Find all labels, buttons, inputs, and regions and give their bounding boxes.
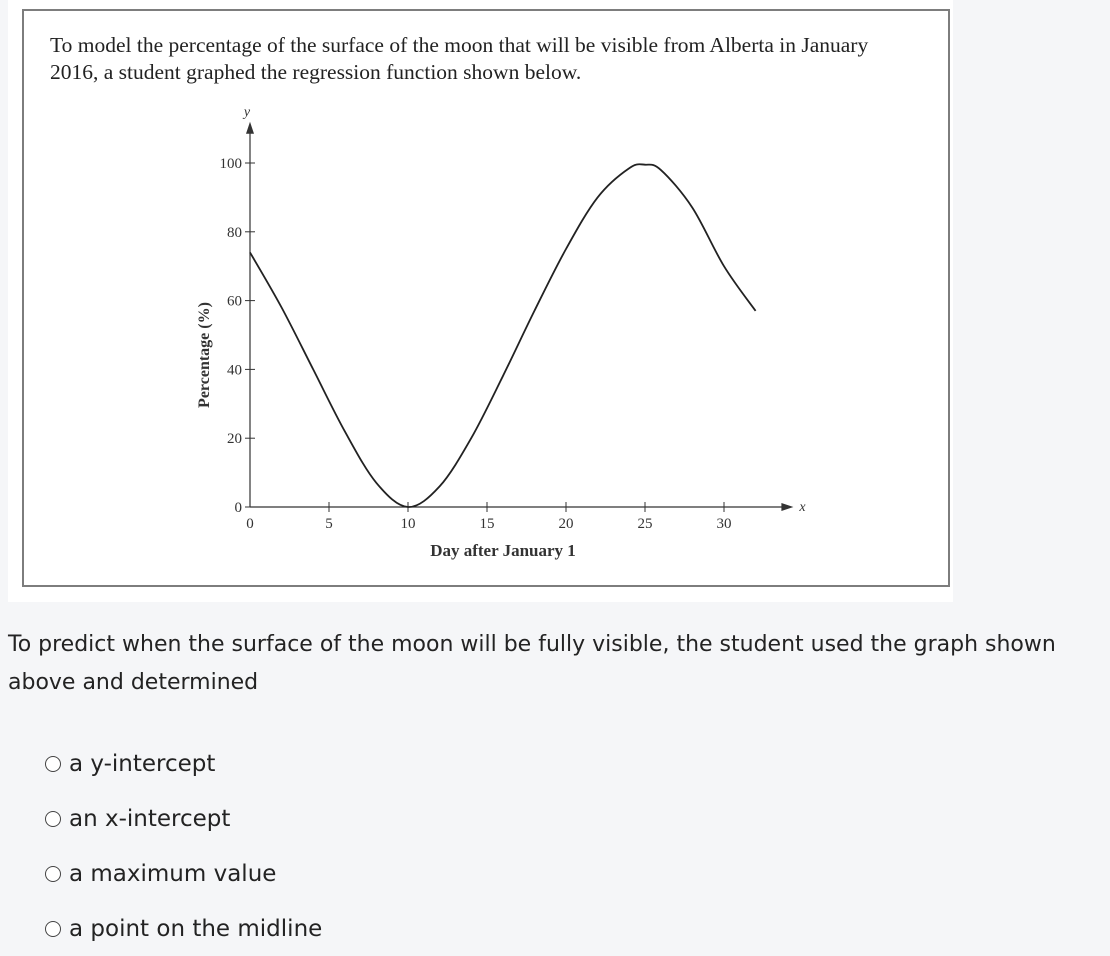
radio-button[interactable] [45, 866, 61, 882]
option-label: a point on the midline [69, 915, 323, 942]
radio-button[interactable] [45, 921, 61, 937]
x-tick-label: 30 [716, 516, 732, 532]
x-tick-label: 15 [479, 516, 495, 532]
figure-panel [8, 0, 953, 602]
option-label: an x-intercept [69, 805, 231, 832]
y-axis-arrow [246, 122, 254, 134]
y-tick-label: 80 [227, 224, 242, 241]
radio-button[interactable] [45, 811, 61, 827]
y-tick-label: 60 [227, 293, 242, 310]
y-axis-name: y [243, 104, 251, 120]
y-tick-label: 40 [227, 362, 242, 379]
series-line [250, 164, 756, 507]
option-label: a maximum value [69, 860, 277, 887]
option-x-intercept[interactable] [45, 791, 322, 846]
figure-caption: To model the percentage of the surface of the moon that will be visible from Alberta in January 2016, a student graphed the regression function shown below. [50, 33, 869, 84]
regression-chart [24, 11, 950, 585]
y-tick-label: 100 [219, 156, 242, 172]
option-midline-point[interactable] [45, 901, 322, 956]
x-axis-title: Day after January 1 [430, 541, 576, 560]
x-axis-name: x [799, 500, 806, 515]
y-axis-title: Percentage (%) [196, 302, 213, 408]
question-text: To predict when the surface of the moon will be fully visible, the student used the graph shown above and determined [8, 632, 1056, 695]
option-label: a y-intercept [69, 750, 216, 777]
y-tick-label: 20 [227, 431, 242, 448]
option-maximum-value[interactable] [45, 846, 322, 901]
figure-box [22, 9, 950, 587]
answer-options [45, 736, 322, 956]
x-tick-label: 0 [246, 516, 254, 532]
radio-button[interactable] [45, 756, 61, 772]
option-y-intercept[interactable] [45, 736, 322, 791]
x-tick-label: 20 [558, 516, 574, 532]
x-tick-label: 10 [400, 516, 416, 532]
x-axis-arrow [781, 503, 793, 511]
x-tick-label: 25 [637, 516, 653, 532]
x-tick-label: 5 [325, 516, 333, 532]
y-tick-label: 0 [234, 500, 242, 516]
